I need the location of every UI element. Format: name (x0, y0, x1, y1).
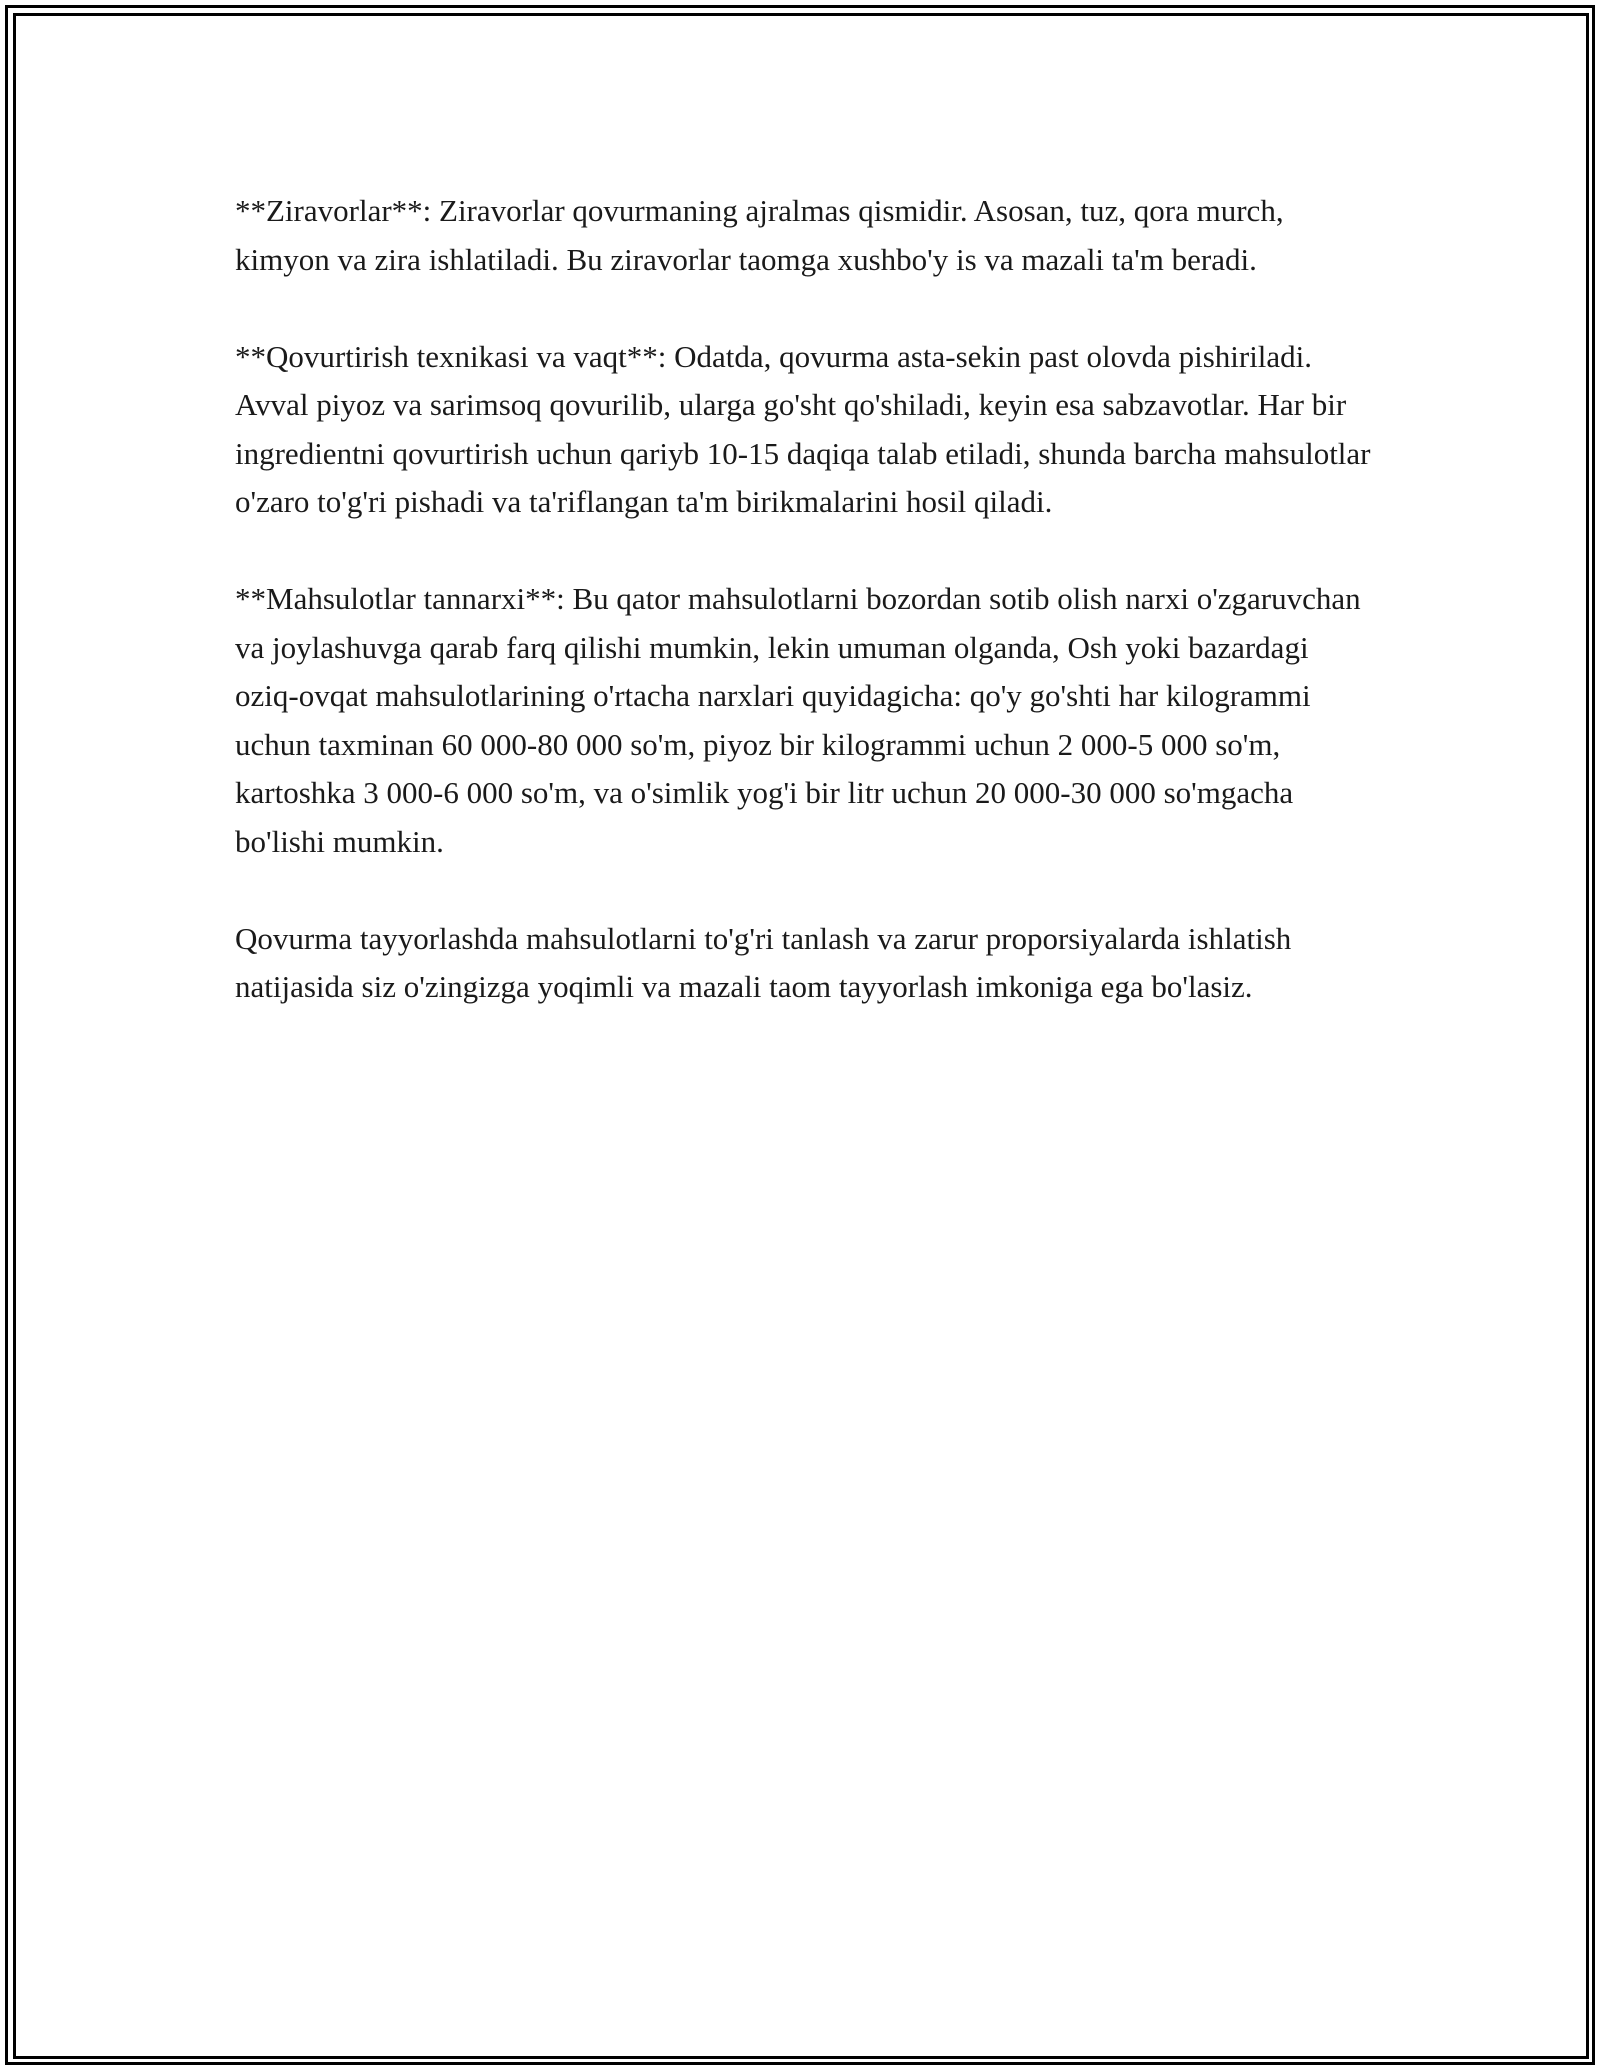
paragraph-product-cost: **Mahsulotlar tannarxi**: Bu qator mahsulotlarni bozordan sotib olish narxi o'zgaruvchan va joylashuvga qarab farq qilishi mumkin, lekin umuman olganda, Osh yoki bazardagi oziq-ovqat mahsulotlarining o'rtacha narxlari quyidagicha: qo'y go'shti har kilogrammi uchun taxminan 60 000-80 000 so'm, piyoz bir kilogrammi uchun 2 000-5 000 so'm, kartoshka 3 000-6 000 so'm, va o'simlik yog'i bir litr uchun 20 000-30 000 so'mgacha bo'lishi mumkin. (235, 581, 1361, 859)
paragraph-conclusion: Qovurma tayyorlashda mahsulotlarni to'g'ri tanlash va zarur proporsiyalarda ishlatish natijasida siz o'zingizga yoqimli va mazali taom tayyorlash imkoniga ega bo'lasiz. (235, 920, 1292, 1004)
document-body (235, 187, 1375, 1060)
paragraph-spices: **Ziravorlar**: Ziravorlar qovurmaning ajralmas qismidir. Asosan, tuz, qora murch, kimyon va zira ishlatiladi. Bu ziravorlar taomga xushbo'y is va mazali ta'm beradi. (235, 193, 1284, 277)
paragraph-frying-technique: **Qovurtirish texnikasi va vaqt**: Odatda, qovurma asta-sekin past olovda pishiriladi. Avval piyoz va sarimsoq qovurilib, ularga go'sht qo'shiladi, keyin esa sabzavotlar. Har bir ingredientni qovurtirish uchun qariyb 10-15 daqiqa talab etiladi, shunda barcha mahsulotlar o'zaro to'g'ri pishadi va ta'riflangan ta'm birikmalarini hosil qiladi. (235, 338, 1371, 519)
